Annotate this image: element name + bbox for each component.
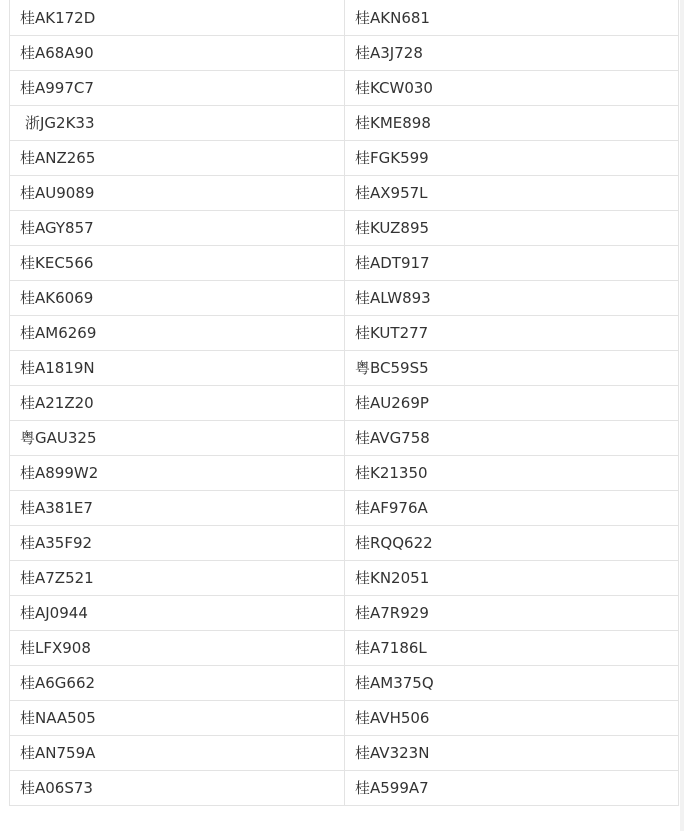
plate-cell: 桂AVH506	[345, 700, 679, 735]
plate-table-container	[9, 0, 678, 806]
plate-cell: 桂A3J728	[345, 35, 679, 70]
table-row	[10, 490, 679, 525]
table-row	[10, 70, 679, 105]
table-row	[10, 455, 679, 490]
plate-cell: 桂ALW893	[345, 280, 679, 315]
plate-cell: 桂A899W2	[10, 455, 345, 490]
table-row	[10, 735, 679, 770]
plate-cell: 浙JG2K33	[10, 105, 345, 140]
plate-cell: 桂AU269P	[345, 385, 679, 420]
plate-cell: 桂AX957L	[345, 175, 679, 210]
plate-cell: 粤BC59S5	[345, 350, 679, 385]
plate-cell: 桂A1819N	[10, 350, 345, 385]
table-row	[10, 280, 679, 315]
plate-cell: 桂A381E7	[10, 490, 345, 525]
table-row	[10, 35, 679, 70]
table-row	[10, 420, 679, 455]
table-row	[10, 385, 679, 420]
table-row	[10, 350, 679, 385]
plate-cell: 桂KUT277	[345, 315, 679, 350]
plate-cell: 桂AF976A	[345, 490, 679, 525]
plate-cell: 桂A35F92	[10, 525, 345, 560]
table-row	[10, 140, 679, 175]
plate-cell: 桂AJ0944	[10, 595, 345, 630]
plate-cell: 桂RQQ622	[345, 525, 679, 560]
plate-cell: 桂A7R929	[345, 595, 679, 630]
plate-cell: 桂AN759A	[10, 735, 345, 770]
plate-cell: 桂A68A90	[10, 35, 345, 70]
plate-cell: 桂A599A7	[345, 770, 679, 805]
scrollbar-track[interactable]	[680, 0, 684, 831]
plate-cell: 桂KN2051	[345, 560, 679, 595]
table-row	[10, 700, 679, 735]
plate-cell: 桂AM6269	[10, 315, 345, 350]
plate-cell: 桂KCW030	[345, 70, 679, 105]
table-row	[10, 245, 679, 280]
table-row	[10, 105, 679, 140]
table-row	[10, 560, 679, 595]
plate-cell: 桂K21350	[345, 455, 679, 490]
plate-cell: 桂ANZ265	[10, 140, 345, 175]
table-row	[10, 210, 679, 245]
plate-cell: 桂AK172D	[10, 0, 345, 35]
table-row	[10, 0, 679, 35]
table-row	[10, 770, 679, 805]
table-row	[10, 315, 679, 350]
plate-table-body	[10, 0, 679, 805]
plate-cell: 桂AKN681	[345, 0, 679, 35]
plate-cell: 桂KUZ895	[345, 210, 679, 245]
table-row	[10, 175, 679, 210]
plate-cell: 桂AM375Q	[345, 665, 679, 700]
plate-cell: 桂A6G662	[10, 665, 345, 700]
plate-cell: 桂A06S73	[10, 770, 345, 805]
table-row	[10, 525, 679, 560]
plate-cell: 桂AK6069	[10, 280, 345, 315]
plate-cell: 桂FGK599	[345, 140, 679, 175]
plate-cell: 桂A7186L	[345, 630, 679, 665]
plate-cell: 桂LFX908	[10, 630, 345, 665]
plate-cell: 桂AV323N	[345, 735, 679, 770]
plate-cell: 桂KME898	[345, 105, 679, 140]
plate-number-table	[9, 0, 679, 806]
table-row	[10, 630, 679, 665]
plate-cell: 桂A7Z521	[10, 560, 345, 595]
plate-cell: 桂KEC566	[10, 245, 345, 280]
plate-cell: 桂AVG758	[345, 420, 679, 455]
plate-cell: 粤GAU325	[10, 420, 345, 455]
table-row	[10, 665, 679, 700]
table-row	[10, 595, 679, 630]
plate-cell: 桂AGY857	[10, 210, 345, 245]
plate-cell: 桂A21Z20	[10, 385, 345, 420]
plate-cell: 桂AU9089	[10, 175, 345, 210]
plate-cell: 桂NAA505	[10, 700, 345, 735]
plate-cell: 桂ADT917	[345, 245, 679, 280]
plate-cell: 桂A997C7	[10, 70, 345, 105]
